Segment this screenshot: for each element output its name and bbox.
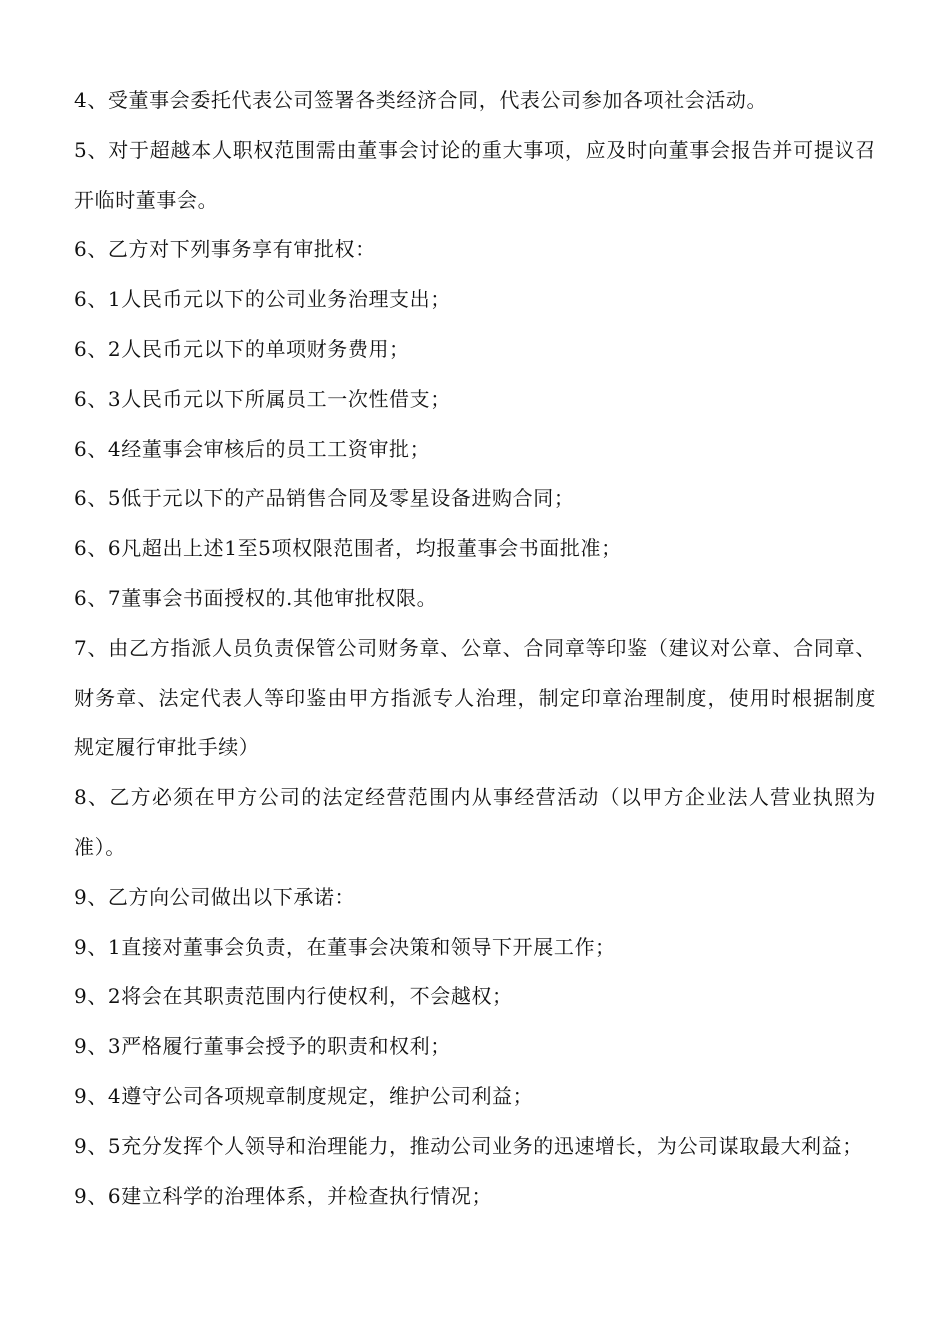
clause-7: 7、由乙方指派人员负责保管公司财务章、公章、合同章等印鉴（建议对公章、合同章、财务章、法定代表人等印鉴由甲方指派专人治理，制定印章治理制度，使用时根据制度规定履行审批手续） [74, 635, 876, 760]
clause-9: 9、乙方向公司做出以下承诺： [74, 884, 356, 909]
clause-5: 5、对于超越本人职权范围需由董事会讨论的重大事项，应及时向董事会报告并可提议召开临时董事会。 [74, 137, 876, 212]
clause-9-1: 9、1直接对董事会负责，在董事会决策和领导下开展工作； [74, 934, 616, 959]
clause-6: 6、乙方对下列事务享有审批权： [74, 237, 376, 262]
clause-6-2: 6、2人民币元以下的单项财务费用； [74, 336, 410, 361]
clause-6-5: 6、5低于元以下的产品销售合同及零星设备进购合同； [74, 486, 575, 511]
clause-9-3: 9、3严格履行董事会授予的职责和权利； [74, 1034, 451, 1059]
clause-6-4: 6、4经董事会审核后的员工工资审批； [74, 436, 431, 461]
clause-6-7: 6、7董事会书面授权的.其他审批权限。 [74, 585, 438, 610]
clause-9-4: 9、4遵守公司各项规章制度规定，维护公司利益； [74, 1083, 534, 1108]
clause-9-2: 9、2将会在其职责范围内行使权利，不会越权； [74, 984, 513, 1009]
clause-9-6: 9、6建立科学的治理体系，并检查执行情况； [74, 1183, 493, 1208]
clause-6-3: 6、3人民币元以下所属员工一次性借支； [74, 386, 451, 411]
clause-6-6: 6、6凡超出上述1至5项权限范围者，均报董事会书面批准； [74, 536, 622, 561]
clause-9-5: 9、5充分发挥个人领导和治理能力，推动公司业务的迅速增长，为公司谋取最大利益； [74, 1133, 863, 1158]
clause-8: 8、乙方必须在甲方公司的法定经营范围内从事经营活动（以甲方企业法人营业执照为准）。 [74, 785, 876, 859]
clause-4: 4、受董事会委托代表公司签署各类经济合同，代表公司参加各项社会活动。 [74, 88, 768, 112]
clause-6-1: 6、1人民币元以下的公司业务治理支出； [74, 287, 451, 312]
